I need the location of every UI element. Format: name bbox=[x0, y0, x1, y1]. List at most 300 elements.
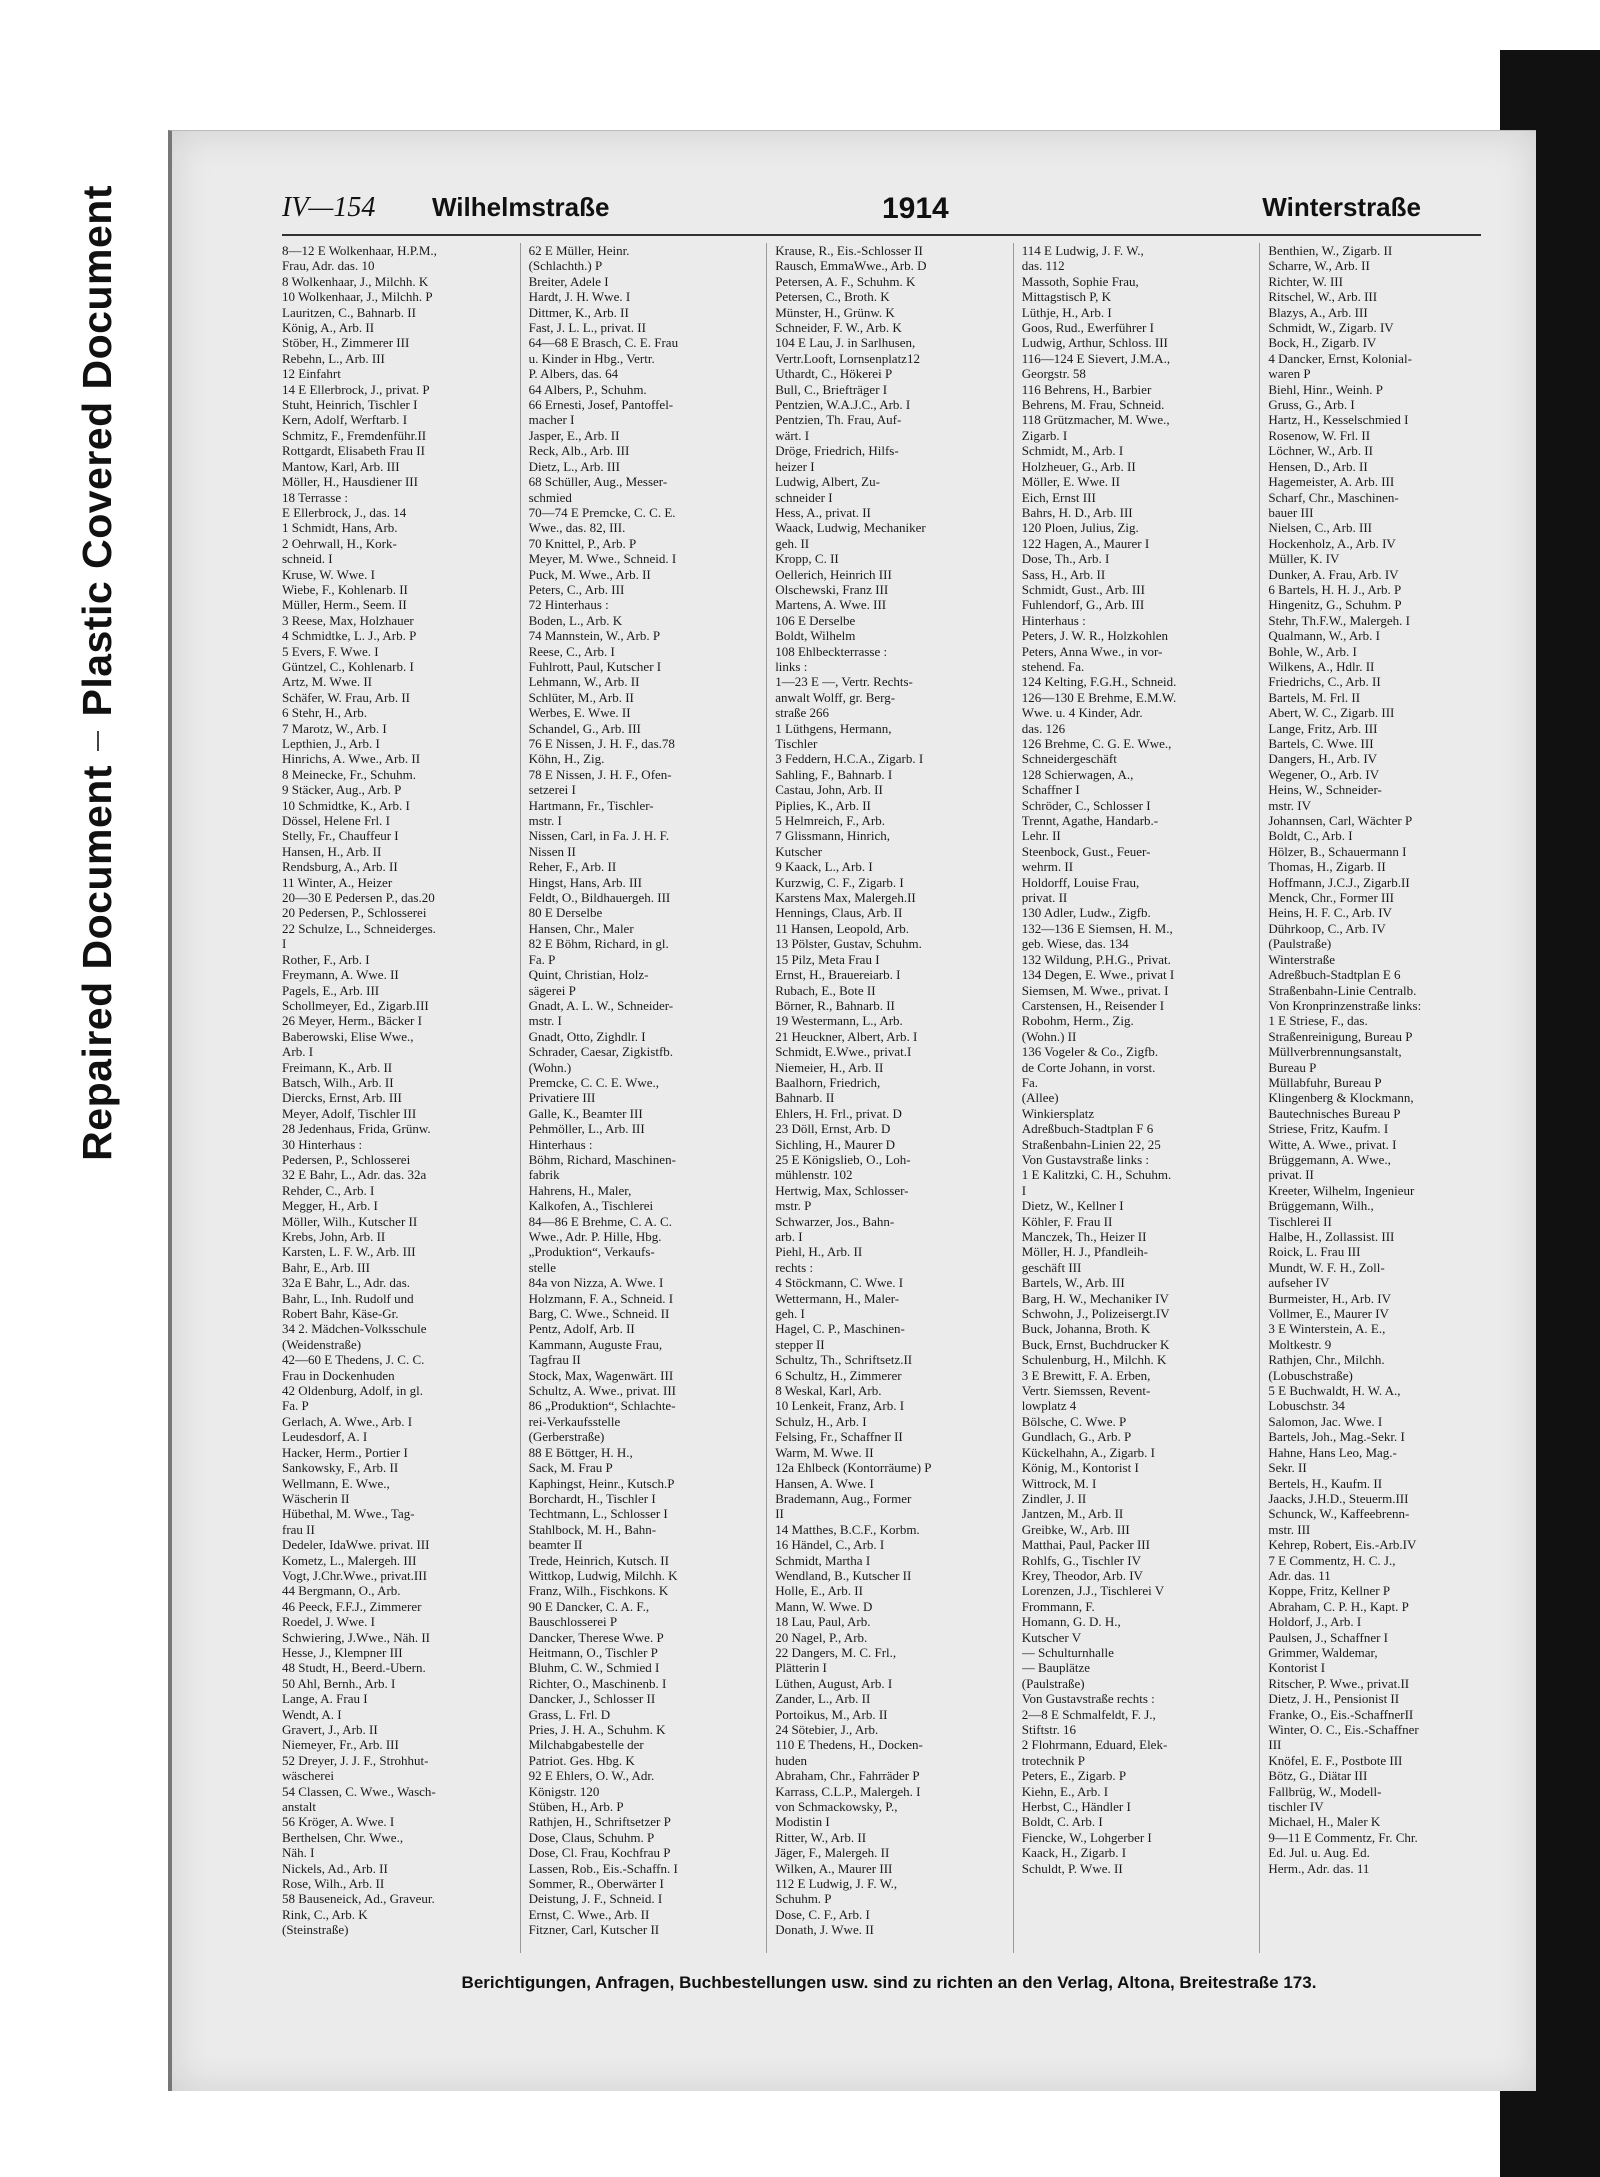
directory-entry: Richter, O., Maschinenb. I bbox=[528, 1675, 667, 1691]
directory-entry: 82 E Böhm, Richard, in gl. bbox=[528, 936, 669, 952]
directory-entry: 90 E Dancker, C. A. F., bbox=[528, 1598, 650, 1614]
directory-entry: Hansen, Chr., Maler bbox=[528, 920, 634, 936]
directory-entry: Ludwig, Albert, Zu- bbox=[775, 474, 880, 490]
directory-entry: Wwe. u. 4 Kinder, Adr. bbox=[1021, 705, 1143, 721]
directory-entry: Freymann, A. Wwe. II bbox=[282, 967, 399, 983]
directory-entry: Schmidt, Martha I bbox=[775, 1552, 871, 1568]
directory-entry: Kurzwig, C. F., Zigarb. I bbox=[775, 874, 904, 890]
directory-entry: Wittrock, M. I bbox=[1021, 1475, 1097, 1491]
directory-entry: 86 „Produktion“, Schlachte- bbox=[528, 1398, 676, 1414]
directory-entry: Knöfel, E. F., Postbote III bbox=[1268, 1752, 1403, 1768]
directory-entry: Löchner, W., Arb. II bbox=[1268, 443, 1373, 459]
directory-entry: 84—86 E Brehme, C. A. C. bbox=[528, 1213, 672, 1229]
directory-entry: macher I bbox=[528, 412, 575, 428]
directory-entry: Wiebe, F., Kohlenarb. II bbox=[282, 581, 408, 597]
directory-entry: Frau, Adr. das. 10 bbox=[282, 258, 375, 274]
directory-column-1 bbox=[282, 243, 521, 1953]
directory-entry: Kometz, L., Malergeh. III bbox=[282, 1552, 417, 1568]
directory-entry: Fuhlendorf, G., Arb. III bbox=[1021, 597, 1145, 613]
directory-entry: Buck, Johanna, Broth. K bbox=[1021, 1321, 1151, 1337]
directory-entry: Freimann, K., Arb. II bbox=[282, 1059, 393, 1075]
directory-entry: Rose, Wilh., Arb. II bbox=[282, 1876, 385, 1892]
directory-entry: 12a Ehlbeck (Kontorräume) P bbox=[775, 1460, 932, 1476]
directory-entry: 14 E Ellerbrock, J., privat. P bbox=[282, 381, 430, 397]
directory-entry: geh. I bbox=[775, 1306, 805, 1322]
directory-entry: 108 Ehlbeckterrasse : bbox=[775, 643, 888, 659]
directory-entry: Dose, C. F., Arb. I bbox=[775, 1906, 870, 1922]
directory-entry: Herm., Adr. das. 11 bbox=[1268, 1860, 1370, 1876]
directory-entry: tischler IV bbox=[1268, 1799, 1324, 1815]
directory-entry: Krey, Theodor, Arb. IV bbox=[1021, 1567, 1143, 1583]
directory-entry: Winterstraße bbox=[1268, 951, 1335, 967]
directory-entry: König, M., Kontorist I bbox=[1021, 1460, 1139, 1476]
directory-entry: Müller, Herm., Seem. II bbox=[282, 597, 407, 613]
directory-entry: straße 266 bbox=[775, 705, 829, 721]
directory-entry: Dedeler, IdaWwe. privat. III bbox=[282, 1537, 430, 1553]
directory-entry: Reck, Alb., Arb. III bbox=[528, 443, 630, 459]
directory-entry: Schultz, A. Wwe., privat. III bbox=[528, 1383, 677, 1399]
directory-entry: Fitzner, Carl, Kutscher II bbox=[528, 1922, 660, 1938]
directory-entry: Sichling, H., Maurer D bbox=[775, 1136, 896, 1152]
directory-entry: 6 Bartels, H. H. J., Arb. P bbox=[1268, 581, 1402, 597]
directory-entry: Batsch, Wilh., Arb. II bbox=[282, 1074, 394, 1090]
directory-entry: Bölsche, C. Wwe. P bbox=[1021, 1413, 1127, 1429]
directory-entry: Fa. P bbox=[528, 951, 556, 967]
directory-entry: Ludwig, Arthur, Schloss. III bbox=[1021, 335, 1168, 351]
directory-entry: Paulsen, J., Schaffner I bbox=[1268, 1629, 1388, 1645]
directory-entry: Hölzer, B., Schauermann I bbox=[1268, 843, 1407, 859]
directory-entry: Felsing, Fr., Schaffner II bbox=[775, 1429, 903, 1445]
directory-entry: Salomon, Jac. Wwe. I bbox=[1268, 1413, 1383, 1429]
directory-entry: Nielsen, C., Arb. III bbox=[1268, 520, 1372, 536]
directory-entry: Gerlach, A. Wwe., Arb. I bbox=[282, 1413, 413, 1429]
directory-entry: Von Kronprinzenstraße links: bbox=[1268, 997, 1422, 1013]
directory-entry: Dose, Th., Arb. I bbox=[1021, 551, 1110, 567]
directory-entry: Puck, M. Wwe., Arb. II bbox=[528, 566, 651, 582]
directory-entry: 132—136 E Siemsen, H. M., bbox=[1021, 920, 1173, 936]
directory-entry: wehrm. II bbox=[1021, 859, 1074, 875]
directory-entry: Möller, H., Hausdiener III bbox=[282, 474, 418, 490]
directory-entry: Wettermann, H., Maler- bbox=[775, 1290, 900, 1306]
directory-entry: Schmidt, M., Arb. I bbox=[1021, 443, 1124, 459]
directory-entry: 22 Schulze, L., Schneiderges. bbox=[282, 920, 436, 936]
directory-entry: 12 Einfahrt bbox=[282, 366, 341, 382]
directory-entry: Hacker, Herm., Portier I bbox=[282, 1444, 408, 1460]
directory-entry: Abraham, Chr., Fahrräder P bbox=[775, 1768, 920, 1784]
directory-entry: Leudesdorf, A. I bbox=[282, 1429, 368, 1445]
directory-entry: Bartels, C. Wwe. III bbox=[1268, 736, 1374, 751]
directory-entry: Jantzen, M., Arb. II bbox=[1021, 1506, 1124, 1522]
directory-entry: Wendt, A. I bbox=[282, 1706, 342, 1722]
directory-entry: Pedersen, P., Schlosserei bbox=[282, 1151, 411, 1167]
directory-column-3 bbox=[775, 243, 1014, 1953]
directory-entry: Schwarzer, Jos., Bahn- bbox=[775, 1213, 895, 1229]
directory-entry: mstr. III bbox=[1268, 1521, 1311, 1537]
directory-entry: 56 Kröger, A. Wwe. I bbox=[282, 1814, 395, 1830]
directory-entry: Fa. bbox=[1021, 1074, 1039, 1090]
directory-entry: Möller, E. Wwe. II bbox=[1021, 474, 1120, 490]
directory-entry: Jäger, F., Malergeh. II bbox=[775, 1845, 890, 1861]
directory-entry: Bahnarb. II bbox=[775, 1090, 835, 1106]
directory-entry: Baalhorn, Friedrich, bbox=[775, 1074, 881, 1090]
directory-entry: Dancker, J., Schlosser II bbox=[528, 1691, 656, 1707]
directory-entry: Rosenow, W. Frl. II bbox=[1268, 427, 1371, 443]
directory-entry: Bahrs, H. D., Arb. III bbox=[1021, 504, 1133, 520]
directory-entry: Hinterhaus : bbox=[528, 1136, 593, 1152]
directory-entry: Wendland, B., Kutscher II bbox=[775, 1567, 912, 1583]
directory-entry: Boldt, Wilhelm bbox=[775, 628, 856, 644]
directory-entry: III bbox=[1268, 1737, 1282, 1753]
directory-entry: Güntzel, C., Kohlenarb. I bbox=[282, 658, 414, 674]
directory-entry: Meyer, M. Wwe., Schneid. I bbox=[528, 551, 677, 567]
directory-entry: (Paulstraße) bbox=[1268, 936, 1332, 952]
directory-entry: Mann, W. Wwe. D bbox=[775, 1598, 873, 1614]
directory-entry: Niemeier, H., Arb. II bbox=[775, 1059, 884, 1075]
directory-entry: 25 E Königslieb, O., Loh- bbox=[775, 1151, 911, 1167]
directory-entry: 6 Stehr, H., Arb. bbox=[282, 705, 368, 721]
directory-entry: 130 Adler, Ludw., Zigfb. bbox=[1021, 905, 1151, 921]
directory-entry: Benthien, W., Zigarb. II bbox=[1268, 243, 1393, 258]
directory-entry: Pries, J. H. A., Schuhm. K bbox=[528, 1722, 666, 1737]
directory-entry: 68 Schüller, Aug., Messer- bbox=[528, 474, 668, 490]
directory-entry: 74 Mannstein, W., Arb. P bbox=[528, 628, 661, 644]
directory-entry: Burmeister, H., Arb. IV bbox=[1268, 1290, 1391, 1306]
directory-entry: Megger, H., Arb. I bbox=[282, 1198, 378, 1214]
directory-entry: Stiftstr. 16 bbox=[1021, 1722, 1076, 1737]
directory-entry: Sack, M. Frau P bbox=[528, 1460, 613, 1476]
directory-entry: 9 Kaack, L., Arb. I bbox=[775, 859, 873, 875]
directory-entry: Kontorist I bbox=[1268, 1660, 1326, 1676]
directory-entry: Frau in Dockenhuden bbox=[282, 1367, 395, 1383]
directory-entry: Stelly, Fr., Chauffeur I bbox=[282, 828, 399, 844]
directory-entry: Ernst, H., Brauereiarb. I bbox=[775, 967, 901, 983]
directory-entry: Bock, H., Zigarb. IV bbox=[1268, 335, 1377, 351]
directory-entry: Menck, Chr., Former III bbox=[1268, 890, 1395, 906]
directory-entry: Koppe, Fritz, Kellner P bbox=[1268, 1583, 1391, 1599]
directory-entry: 76 E Nissen, J. H. F., das.78 bbox=[528, 736, 675, 751]
directory-entry: Pehmöller, L., Arb. III bbox=[528, 1121, 645, 1137]
directory-entry: 116—124 E Sievert, J.M.A., bbox=[1021, 350, 1171, 366]
directory-entry: Frommann, F. bbox=[1021, 1598, 1095, 1614]
directory-entry: Bull, C., Briefträger I bbox=[775, 381, 888, 397]
directory-entry: Straßenbahn-Linie Centralb. bbox=[1268, 982, 1417, 998]
directory-entry: Martens, A. Wwe. III bbox=[775, 597, 887, 613]
directory-entry: Pentzien, W.A.J.C., Arb. I bbox=[775, 397, 911, 413]
directory-entry: Schuhm. P bbox=[775, 1891, 832, 1907]
directory-entry: Petersen, A. F., Schuhm. K bbox=[775, 273, 916, 289]
directory-entry: Stüben, H., Arb. P bbox=[528, 1799, 624, 1815]
directory-entry: 50 Ahl, Bernh., Arb. I bbox=[282, 1675, 396, 1691]
directory-entry: Rebehn, L., Arb. III bbox=[282, 350, 385, 366]
directory-entry: Schaffner I bbox=[1021, 782, 1080, 798]
directory-entry: Boldt, C. Arb. I bbox=[1021, 1814, 1103, 1830]
directory-entry: Ed. Jul. u. Aug. Ed. bbox=[1268, 1845, 1370, 1861]
directory-entry: frau II bbox=[282, 1521, 315, 1537]
directory-entry: (Allee) bbox=[1021, 1090, 1059, 1106]
directory-entry: Uthardt, C., Hökerei P bbox=[775, 366, 893, 382]
directory-entry: Stöber, H., Zimmerer III bbox=[282, 335, 410, 351]
directory-entry: Wellmann, E. Wwe., bbox=[282, 1475, 390, 1491]
directory-entry: Pagels, E., Arb. III bbox=[282, 982, 380, 998]
directory-entry: 116 Behrens, H., Barbier bbox=[1021, 381, 1152, 397]
directory-entry: Tischler bbox=[775, 736, 818, 751]
directory-entry: Diercks, Ernst, Arb. III bbox=[282, 1090, 402, 1106]
directory-entry: Kammann, Auguste Frau, bbox=[528, 1336, 663, 1352]
directory-entry: Zindler, J. II bbox=[1021, 1490, 1087, 1506]
directory-entry: 104 E Lau, J. in Sarlhusen, bbox=[775, 335, 916, 351]
directory-entry: 8—12 E Wolkenhaar, H.P.M., bbox=[282, 243, 437, 258]
directory-entry: 42 Oldenburg, Adolf, in gl. bbox=[282, 1383, 423, 1399]
directory-entry: Holle, E., Arb. II bbox=[775, 1583, 863, 1599]
directory-entry: Rendsburg, A., Arb. II bbox=[282, 859, 398, 875]
directory-entry: mstr. I bbox=[528, 813, 562, 829]
directory-entry: Halbe, H., Zollassist. III bbox=[1268, 1229, 1395, 1244]
directory-entry: rechts : bbox=[775, 1259, 814, 1275]
directory-entry: Holdorf, J., Arb. I bbox=[1268, 1614, 1362, 1630]
directory-entry: Hoffmann, J.C.J., Zigarb.II bbox=[1268, 874, 1410, 890]
directory-entry: Franke, O., Eis.-SchaffnerII bbox=[1268, 1706, 1414, 1722]
directory-entry: 132 Wildung, P.H.G., Privat. bbox=[1021, 951, 1171, 967]
directory-entry: Schmidt, Gust., Arb. III bbox=[1021, 581, 1145, 597]
directory-entry: Königstr. 120 bbox=[528, 1783, 600, 1799]
directory-entry: Brüggemann, A. Wwe., bbox=[1268, 1151, 1391, 1167]
directory-entry: Lehr. II bbox=[1021, 828, 1061, 844]
directory-entry: Schwiering, J.Wwe., Näh. II bbox=[282, 1629, 431, 1645]
directory-entry: Privatiere III bbox=[528, 1090, 596, 1106]
directory-entry: 2 Flohrmann, Eduard, Elek- bbox=[1021, 1737, 1168, 1753]
directory-entry: Rausch, EmmaWwe., Arb. D bbox=[775, 258, 927, 274]
directory-entry: Ehlers, H. Frl., privat. D bbox=[775, 1105, 902, 1121]
directory-entry: Fa. P bbox=[282, 1398, 309, 1414]
directory-entry: Kückelhahn, A., Zigarb. I bbox=[1021, 1444, 1155, 1460]
directory-entry: Karstens Max, Malergeh.II bbox=[775, 890, 916, 906]
directory-entry: Jaacks, J.H.D., Steuerm.III bbox=[1268, 1490, 1409, 1506]
directory-entry: Techtmann, L., Schlosser I bbox=[528, 1506, 668, 1522]
directory-entry: Schandel, G., Arb. III bbox=[528, 720, 641, 736]
directory-entry: Niemeyer, Fr., Arb. III bbox=[282, 1737, 399, 1753]
directory-entry: 114 E Ludwig, J. F. W., bbox=[1021, 243, 1144, 258]
directory-entry: Carstensen, H., Reisender I bbox=[1021, 997, 1165, 1013]
directory-entry: mstr. I bbox=[528, 1013, 562, 1029]
directory-entry: Tagfrau II bbox=[528, 1352, 581, 1368]
street-range-start: Wilhelmstraße bbox=[432, 192, 610, 222]
directory-entry: 13 Pölster, Gustav, Schuhm. bbox=[775, 936, 922, 952]
directory-entry: sägerei P bbox=[528, 982, 576, 998]
directory-entry: Petersen, C., Broth. K bbox=[775, 289, 890, 305]
directory-entry: Dancker, Therese Wwe. P bbox=[528, 1629, 664, 1645]
directory-entry: Dangers, H., Arb. IV bbox=[1268, 751, 1378, 767]
directory-entry: Wilkens, A., Hdlr. II bbox=[1268, 658, 1375, 674]
directory-entry: 126—130 E Brehme, E.M.W. bbox=[1021, 689, 1177, 705]
directory-entry: u. Kinder in Hbg., Vertr. bbox=[528, 350, 655, 366]
directory-entry: Ernst, C. Wwe., Arb. II bbox=[528, 1906, 650, 1922]
directory-entry: Vollmer, E., Maurer IV bbox=[1268, 1306, 1389, 1322]
directory-entry: mstr. IV bbox=[1268, 797, 1311, 813]
directory-entry: 20 Pedersen, P., Schlosserei bbox=[282, 905, 427, 921]
directory-entry: Reese, C., Arb. I bbox=[528, 643, 615, 659]
directory-entry: Behrens, M. Frau, Schneid. bbox=[1021, 397, 1165, 413]
directory-entry: Bautechnisches Bureau P bbox=[1268, 1105, 1401, 1121]
directory-entry: waren P bbox=[1268, 366, 1311, 382]
directory-entry: Köhn, H., Zig. bbox=[528, 751, 605, 767]
directory-entry: Pentzien, Th. Frau, Auf- bbox=[775, 412, 902, 428]
directory-entry: Gnadt, Otto, Zighdlr. I bbox=[528, 1028, 646, 1044]
directory-entry: Quint, Christian, Holz- bbox=[528, 967, 649, 983]
directory-entry: Mundt, W. F. H., Zoll- bbox=[1268, 1259, 1385, 1275]
directory-entry: 20—30 E Pedersen P., das.20 bbox=[282, 890, 435, 906]
directory-entry: Plätterin I bbox=[775, 1660, 827, 1676]
directory-entry: Breiter, Adele I bbox=[528, 273, 609, 289]
directory-entry: Heins, W., Schneider- bbox=[1268, 782, 1382, 798]
directory-entry: Vertr.Looft, Lornsenplatz12 bbox=[775, 350, 920, 366]
directory-entry: von Schmackowsky, P., bbox=[775, 1799, 898, 1815]
directory-entry: Dunker, A. Frau, Arb. IV bbox=[1268, 566, 1399, 582]
directory-entry: Bartels, W., Arb. III bbox=[1021, 1275, 1125, 1291]
directory-entry: rei-Verkaufsstelle bbox=[528, 1413, 621, 1429]
directory-entry: Schneider, F. W., Arb. K bbox=[775, 320, 902, 336]
directory-entry: 70 Knittel, P., Arb. P bbox=[528, 535, 637, 551]
directory-entry: 5 E Buchwaldt, H. W. A., bbox=[1268, 1383, 1401, 1399]
directory-entry: Hinrichs, A. Wwe., Arb. II bbox=[282, 751, 421, 767]
directory-entry: Grimmer, Waldemar, bbox=[1268, 1644, 1378, 1660]
directory-entry: Georgstr. 58 bbox=[1021, 366, 1086, 382]
directory-entry: Warm, M. Wwe. II bbox=[775, 1444, 874, 1460]
condition-label-repaired: Repaired Document bbox=[74, 764, 120, 1161]
directory-entry: Von Gustavstraße links : bbox=[1021, 1151, 1150, 1167]
directory-entry: schneider I bbox=[775, 489, 833, 505]
directory-entry: Winter, O. C., Eis.-Schaffner bbox=[1268, 1722, 1419, 1737]
directory-entry: privat. II bbox=[1021, 890, 1068, 906]
directory-entry: 110 E Thedens, H., Docken- bbox=[775, 1737, 923, 1753]
directory-entry: 8 Weskal, Karl, Arb. bbox=[775, 1383, 882, 1399]
directory-entry: lowplatz 4 bbox=[1021, 1398, 1077, 1414]
directory-entry: links : bbox=[775, 658, 808, 674]
directory-entry: Biehl, Hinr., Weinh. P bbox=[1268, 381, 1384, 397]
directory-entry: Lassen, Rob., Eis.-Schaffn. I bbox=[528, 1860, 678, 1876]
directory-entry: 44 Bergmann, O., Arb. bbox=[282, 1583, 401, 1599]
directory-entry: stehend. Fa. bbox=[1021, 658, 1085, 674]
directory-entry: Baberowski, Elise Wwe., bbox=[282, 1028, 414, 1044]
directory-entry: Kutscher bbox=[775, 843, 823, 859]
directory-entry: 70—74 E Premcke, C. C. E. bbox=[528, 504, 676, 520]
directory-entry: 72 Hinterhaus : bbox=[528, 597, 609, 613]
directory-entry: 54 Classen, C. Wwe., Wasch- bbox=[282, 1783, 436, 1799]
directory-entry: stepper II bbox=[775, 1336, 825, 1352]
directory-entry: Bartels, Joh., Mag.-Sekr. I bbox=[1268, 1429, 1405, 1445]
directory-entry: Kutscher V bbox=[1021, 1629, 1082, 1645]
directory-entry: Hagemeister, A. Arb. III bbox=[1268, 474, 1395, 490]
directory-entry: Kehrep, Robert, Eis.-Arb.IV bbox=[1268, 1537, 1417, 1553]
directory-entry: Von Gustavstraße rechts : bbox=[1021, 1691, 1155, 1707]
directory-entry: (Steinstraße) bbox=[282, 1922, 349, 1938]
directory-entry: Ritter, W., Arb. II bbox=[775, 1829, 867, 1845]
directory-entry: Franz, Wilh., Fischkons. K bbox=[528, 1583, 669, 1599]
directory-entry: Schulenburg, H., Milchh. K bbox=[1021, 1352, 1167, 1368]
directory-entry: Milchabgabestelle der bbox=[528, 1737, 644, 1753]
directory-entry: geb. Wiese, das. 134 bbox=[1021, 936, 1129, 952]
directory-entry: 136 Vogeler & Co., Zigfb. bbox=[1021, 1044, 1159, 1060]
directory-entry: Greibke, W., Arb. III bbox=[1021, 1521, 1130, 1537]
directory-entry: Sahling, F., Bahnarb. I bbox=[775, 766, 893, 782]
directory-entry: Hesse, J., Klempner III bbox=[282, 1644, 403, 1660]
directory-entry: Wäscherin II bbox=[282, 1490, 350, 1506]
directory-entry: Schunck, W., Kaffeebrenn- bbox=[1268, 1506, 1410, 1522]
directory-entry: Schuldt, P. Wwe. II bbox=[1021, 1860, 1123, 1876]
directory-entry: Stehr, Th.F.W., Malergeh. I bbox=[1268, 612, 1410, 628]
directory-entry: Berthelsen, Chr. Wwe., bbox=[282, 1829, 404, 1845]
directory-entry: Striese, Fritz, Kaufm. I bbox=[1268, 1121, 1389, 1137]
directory-entry: 18 Terrasse : bbox=[282, 489, 348, 505]
directory-entry: Hartz, H., Kesselschmied I bbox=[1268, 412, 1409, 428]
directory-entry: 23 Döll, Ernst, Arb. D bbox=[775, 1121, 891, 1137]
directory-entry: Roick, L. Frau III bbox=[1268, 1244, 1361, 1260]
directory-entry: Brademann, Aug., Former bbox=[775, 1490, 912, 1506]
directory-entry: Holzheuer, G., Arb. II bbox=[1021, 458, 1136, 474]
directory-entry: Hagel, C. P., Maschinen- bbox=[775, 1321, 905, 1337]
directory-entry: 7 Marotz, W., Arb. I bbox=[282, 720, 387, 736]
directory-entry: 3 Feddern, H.C.A., Zigarb. I bbox=[775, 751, 924, 767]
directory-entry: Brüggemann, Wilh., bbox=[1268, 1198, 1374, 1214]
directory-entry: Schultz, Th., Schriftsetz.II bbox=[775, 1352, 913, 1368]
directory-entry: Müller, K. IV bbox=[1268, 551, 1340, 567]
directory-entry: Barg, H. W., Mechaniker IV bbox=[1021, 1290, 1169, 1306]
directory-entry: Hensen, D., Arb. II bbox=[1268, 458, 1368, 474]
directory-entry: Fallbrüg, W., Modell- bbox=[1268, 1783, 1382, 1799]
directory-entry: Hübethal, M. Wwe., Tag- bbox=[282, 1506, 415, 1522]
directory-entry: Eich, Ernst III bbox=[1021, 489, 1096, 505]
directory-entry: Gravert, J., Arb. II bbox=[282, 1722, 378, 1737]
directory-entry: Klingenberg & Klockmann, bbox=[1268, 1090, 1414, 1106]
directory-entry: 120 Ploen, Julius, Zig. bbox=[1021, 520, 1139, 536]
directory-entry: Arb. I bbox=[282, 1044, 314, 1060]
directory-entry: „Produktion“, Verkaufs- bbox=[528, 1244, 655, 1260]
directory-entry: Robohm, Herm., Zig. bbox=[1021, 1013, 1134, 1029]
directory-entry: Nissen, Carl, in Fa. J. H. F. bbox=[528, 828, 670, 844]
directory-entry: 3 E Winterstein, A. E., bbox=[1268, 1321, 1386, 1337]
directory-entry: Adreßbuch-Stadtplan E 6 bbox=[1268, 967, 1401, 983]
directory-entry: Peters, E., Zigarb. P bbox=[1021, 1768, 1127, 1784]
directory-entry: Kreeter, Wilhelm, Ingenieur bbox=[1268, 1182, 1415, 1198]
directory-entry: Schlüter, M., Arb. II bbox=[528, 689, 634, 705]
directory-entry: (Wohn.) bbox=[528, 1059, 572, 1075]
directory-entry: 1 E Kalitzki, C. H., Schuhm. bbox=[1021, 1167, 1172, 1183]
directory-entry: 122 Hagen, A., Maurer I bbox=[1021, 535, 1150, 551]
directory-entry: arb. I bbox=[775, 1229, 803, 1244]
directory-entry: das. 112 bbox=[1021, 258, 1065, 274]
directory-entry: 46 Peeck, F.F.J., Zimmerer bbox=[282, 1598, 422, 1614]
directory-entry: 3 E Brewitt, F. A. Erben, bbox=[1021, 1367, 1151, 1383]
directory-entry: (Gerberstraße) bbox=[528, 1429, 605, 1445]
directory-entry: (Wohn.) II bbox=[1021, 1028, 1077, 1044]
directory-entry: Zigarb. I bbox=[1021, 427, 1068, 443]
directory-entry: 3 Reese, Max, Holzhauer bbox=[282, 612, 414, 628]
directory-entry: Hingenitz, G., Schuhm. P bbox=[1268, 597, 1402, 613]
directory-entry: II bbox=[775, 1506, 784, 1522]
directory-year: 1914 bbox=[882, 192, 949, 225]
directory-entry: Lehmann, W., Arb. II bbox=[528, 674, 640, 690]
directory-entry: Rottgardt, Elisabeth Frau II bbox=[282, 443, 425, 459]
directory-entry: Lange, Fritz, Arb. III bbox=[1268, 720, 1378, 736]
condition-label-plastic-covered: Plastic Covered Document bbox=[74, 185, 120, 717]
directory-entry: Peters, Anna Wwe., in vor- bbox=[1021, 643, 1163, 659]
directory-entry: Borchardt, H., Tischler I bbox=[528, 1490, 656, 1506]
directory-entry: 124 Kelting, F.G.H., Schneid. bbox=[1021, 674, 1177, 690]
directory-entry: Rathjen, Chr., Milchh. bbox=[1268, 1352, 1385, 1368]
directory-entry: Dietz, L., Arb. III bbox=[528, 458, 620, 474]
directory-entry: heizer I bbox=[775, 458, 815, 474]
directory-entry: 32a E Bahr, L., Adr. das. bbox=[282, 1275, 411, 1291]
directory-entry: Trennt, Agathe, Handarb.- bbox=[1021, 813, 1159, 829]
